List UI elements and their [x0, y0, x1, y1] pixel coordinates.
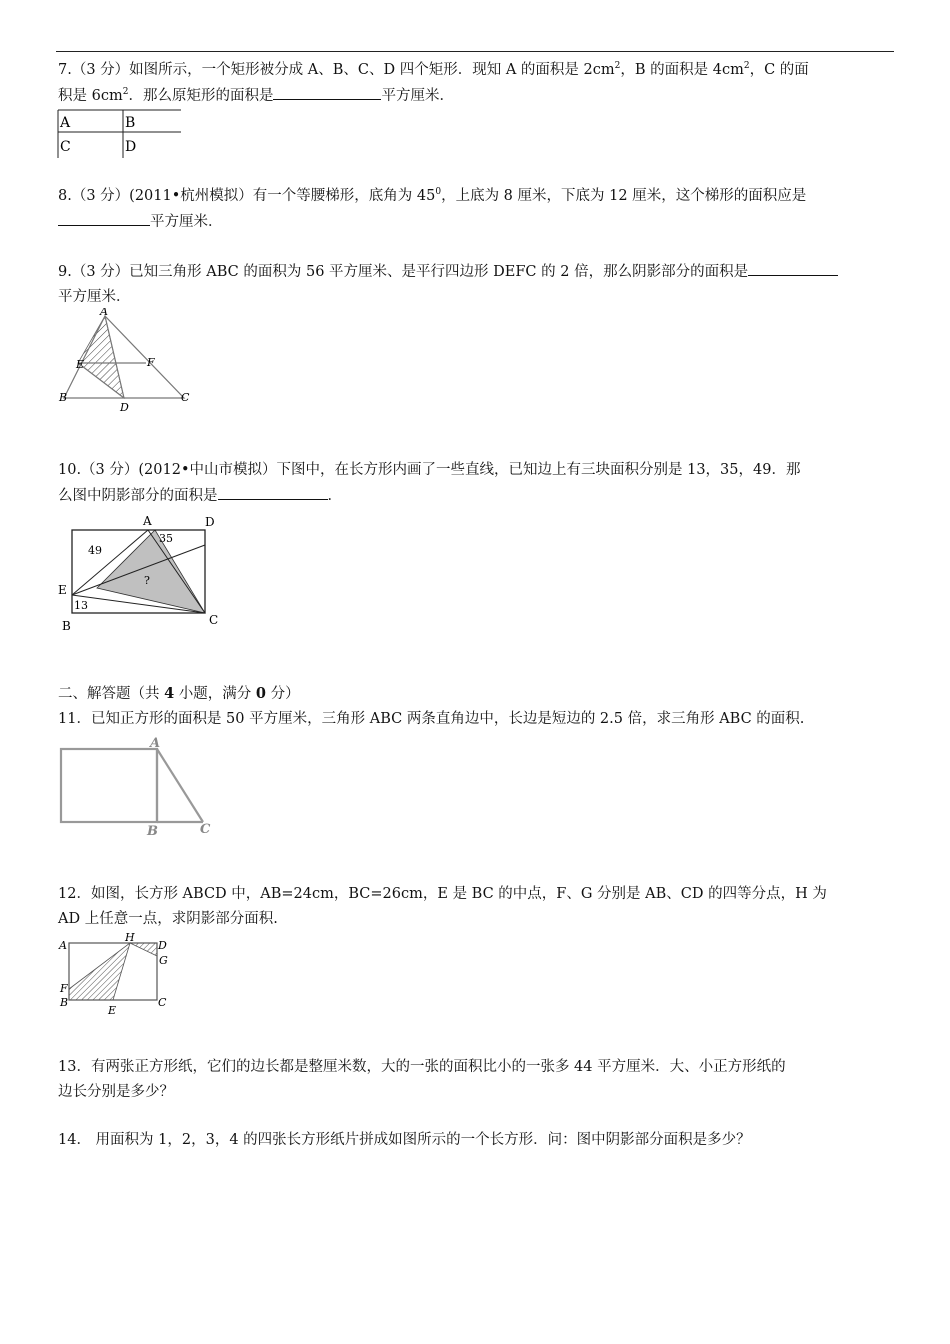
question-9	[58, 259, 896, 310]
q7-label-b: B	[125, 115, 136, 131]
q12-label-c: C	[158, 996, 167, 1009]
question-11: 11．已知正方形的面积是 50 平方厘米，三角形 ABC 两条直角边中，长边是短边的 2.5 倍，求三角形 ABC 的面积.	[58, 711, 805, 727]
question-10	[58, 458, 896, 509]
q10-label-d: D	[205, 515, 215, 529]
q11-figure	[55, 735, 225, 840]
q8-line1: 8.（3 分）(2011•杭州模拟）有一个等腰梯形，底角为 $45^0$，上底为 8 厘米，下底为 12 厘米，这个梯形的面积应是	[58, 187, 807, 204]
q10-unknown: ?	[144, 574, 150, 587]
q9-line1: 9.（3 分）已知三角形 ABC 的面积为 56 平方厘米、是平行四边形 DEFC 的 2 倍，那么阴影部分的面积是	[58, 259, 896, 285]
q8-line2: 平方厘米．	[58, 209, 896, 235]
answer-blank[interactable]	[58, 209, 150, 226]
q10-label-a: A	[143, 514, 152, 528]
q9-label-c: C	[181, 391, 190, 404]
q12-label-a: A	[59, 939, 67, 952]
q9-label-b: B	[59, 391, 68, 404]
q12-label-h: H	[125, 931, 135, 944]
q10-value-49: 49	[88, 544, 102, 557]
q9-label-a: A	[100, 308, 108, 318]
q10-label-b: B	[62, 619, 71, 633]
q7-label-a: A	[60, 115, 71, 131]
q10-figure	[55, 512, 230, 637]
question-14: 14． 用面积为 1，2，3，4 的四张长方形纸片拼成如图所示的一个长方形．问：图中阴影部分面积是多少？	[58, 1132, 751, 1148]
q11-square	[61, 749, 157, 822]
q11-label-c: C	[200, 822, 211, 837]
q11-label-a: A	[150, 736, 161, 751]
q9-figure	[58, 308, 198, 416]
q7-line1: 7.（3 分）如图所示，一个矩形被分成 A、B、C、D 四个矩形．现知 A 的面积是 $2cm^2$，B 的面积是 $4cm^2$，C 的面	[58, 61, 809, 78]
answer-blank[interactable]	[748, 259, 838, 276]
q12-shaded-left	[69, 943, 130, 1000]
q10-label-c: C	[209, 613, 219, 627]
q11-hypotenuse	[157, 749, 203, 822]
q12-label-d: D	[158, 939, 167, 952]
q12-label-g: G	[159, 954, 168, 967]
q10-line1: 10.（3 分）(2012•中山市模拟）下图中，在长方形内画了一些直线，已知边上有三块面积分别是 13，35，49．那	[58, 462, 801, 478]
header-rule	[56, 51, 894, 52]
question-13: 13．有两张正方形纸，它们的边长都是整厘米数，大的一张的面积比小的一张多 44 平方厘米．大、小正方形纸的 边长分别是多少？	[58, 1059, 786, 1100]
q12-label-b: B	[60, 996, 69, 1009]
q7-line2: 积是 $6cm^2$．那么原矩形的面积是 平方厘米．	[58, 83, 896, 109]
q11-label-b: B	[147, 824, 158, 839]
q9-label-d: D	[120, 401, 129, 414]
q12-label-f: F	[60, 982, 68, 995]
question-12: 12．如图，长方形 ABCD 中，AB=24cm，BC=26cm，E 是 BC 的中点，F、G 分别是 AB、CD 的四等分点，H 为 AD 上任意一点，求阴影部分面积.	[58, 886, 827, 927]
q9-label-e: E	[76, 358, 85, 371]
q9-label-f: F	[147, 356, 155, 369]
question-7	[58, 58, 896, 109]
q12-label-e: E	[108, 1004, 117, 1017]
q7-figure	[55, 108, 185, 160]
q10-value-35: 35	[159, 532, 173, 545]
q10-line2: 么图中阴影部分的面积是 ．	[58, 483, 896, 509]
q10-value-13: 13	[74, 599, 88, 612]
q9-line2: 平方厘米．	[58, 289, 131, 305]
q10-label-e: E	[58, 583, 67, 597]
question-8	[58, 184, 896, 235]
section-heading: 二、解答题（共 4 小题，满分 0 分）	[58, 685, 300, 702]
q12-shaded-right	[130, 943, 157, 956]
answer-blank[interactable]	[273, 83, 381, 100]
answer-blank[interactable]	[218, 483, 328, 500]
q7-label-d: D	[125, 139, 137, 155]
q7-label-c: C	[60, 139, 71, 155]
q12-figure	[55, 930, 180, 1020]
